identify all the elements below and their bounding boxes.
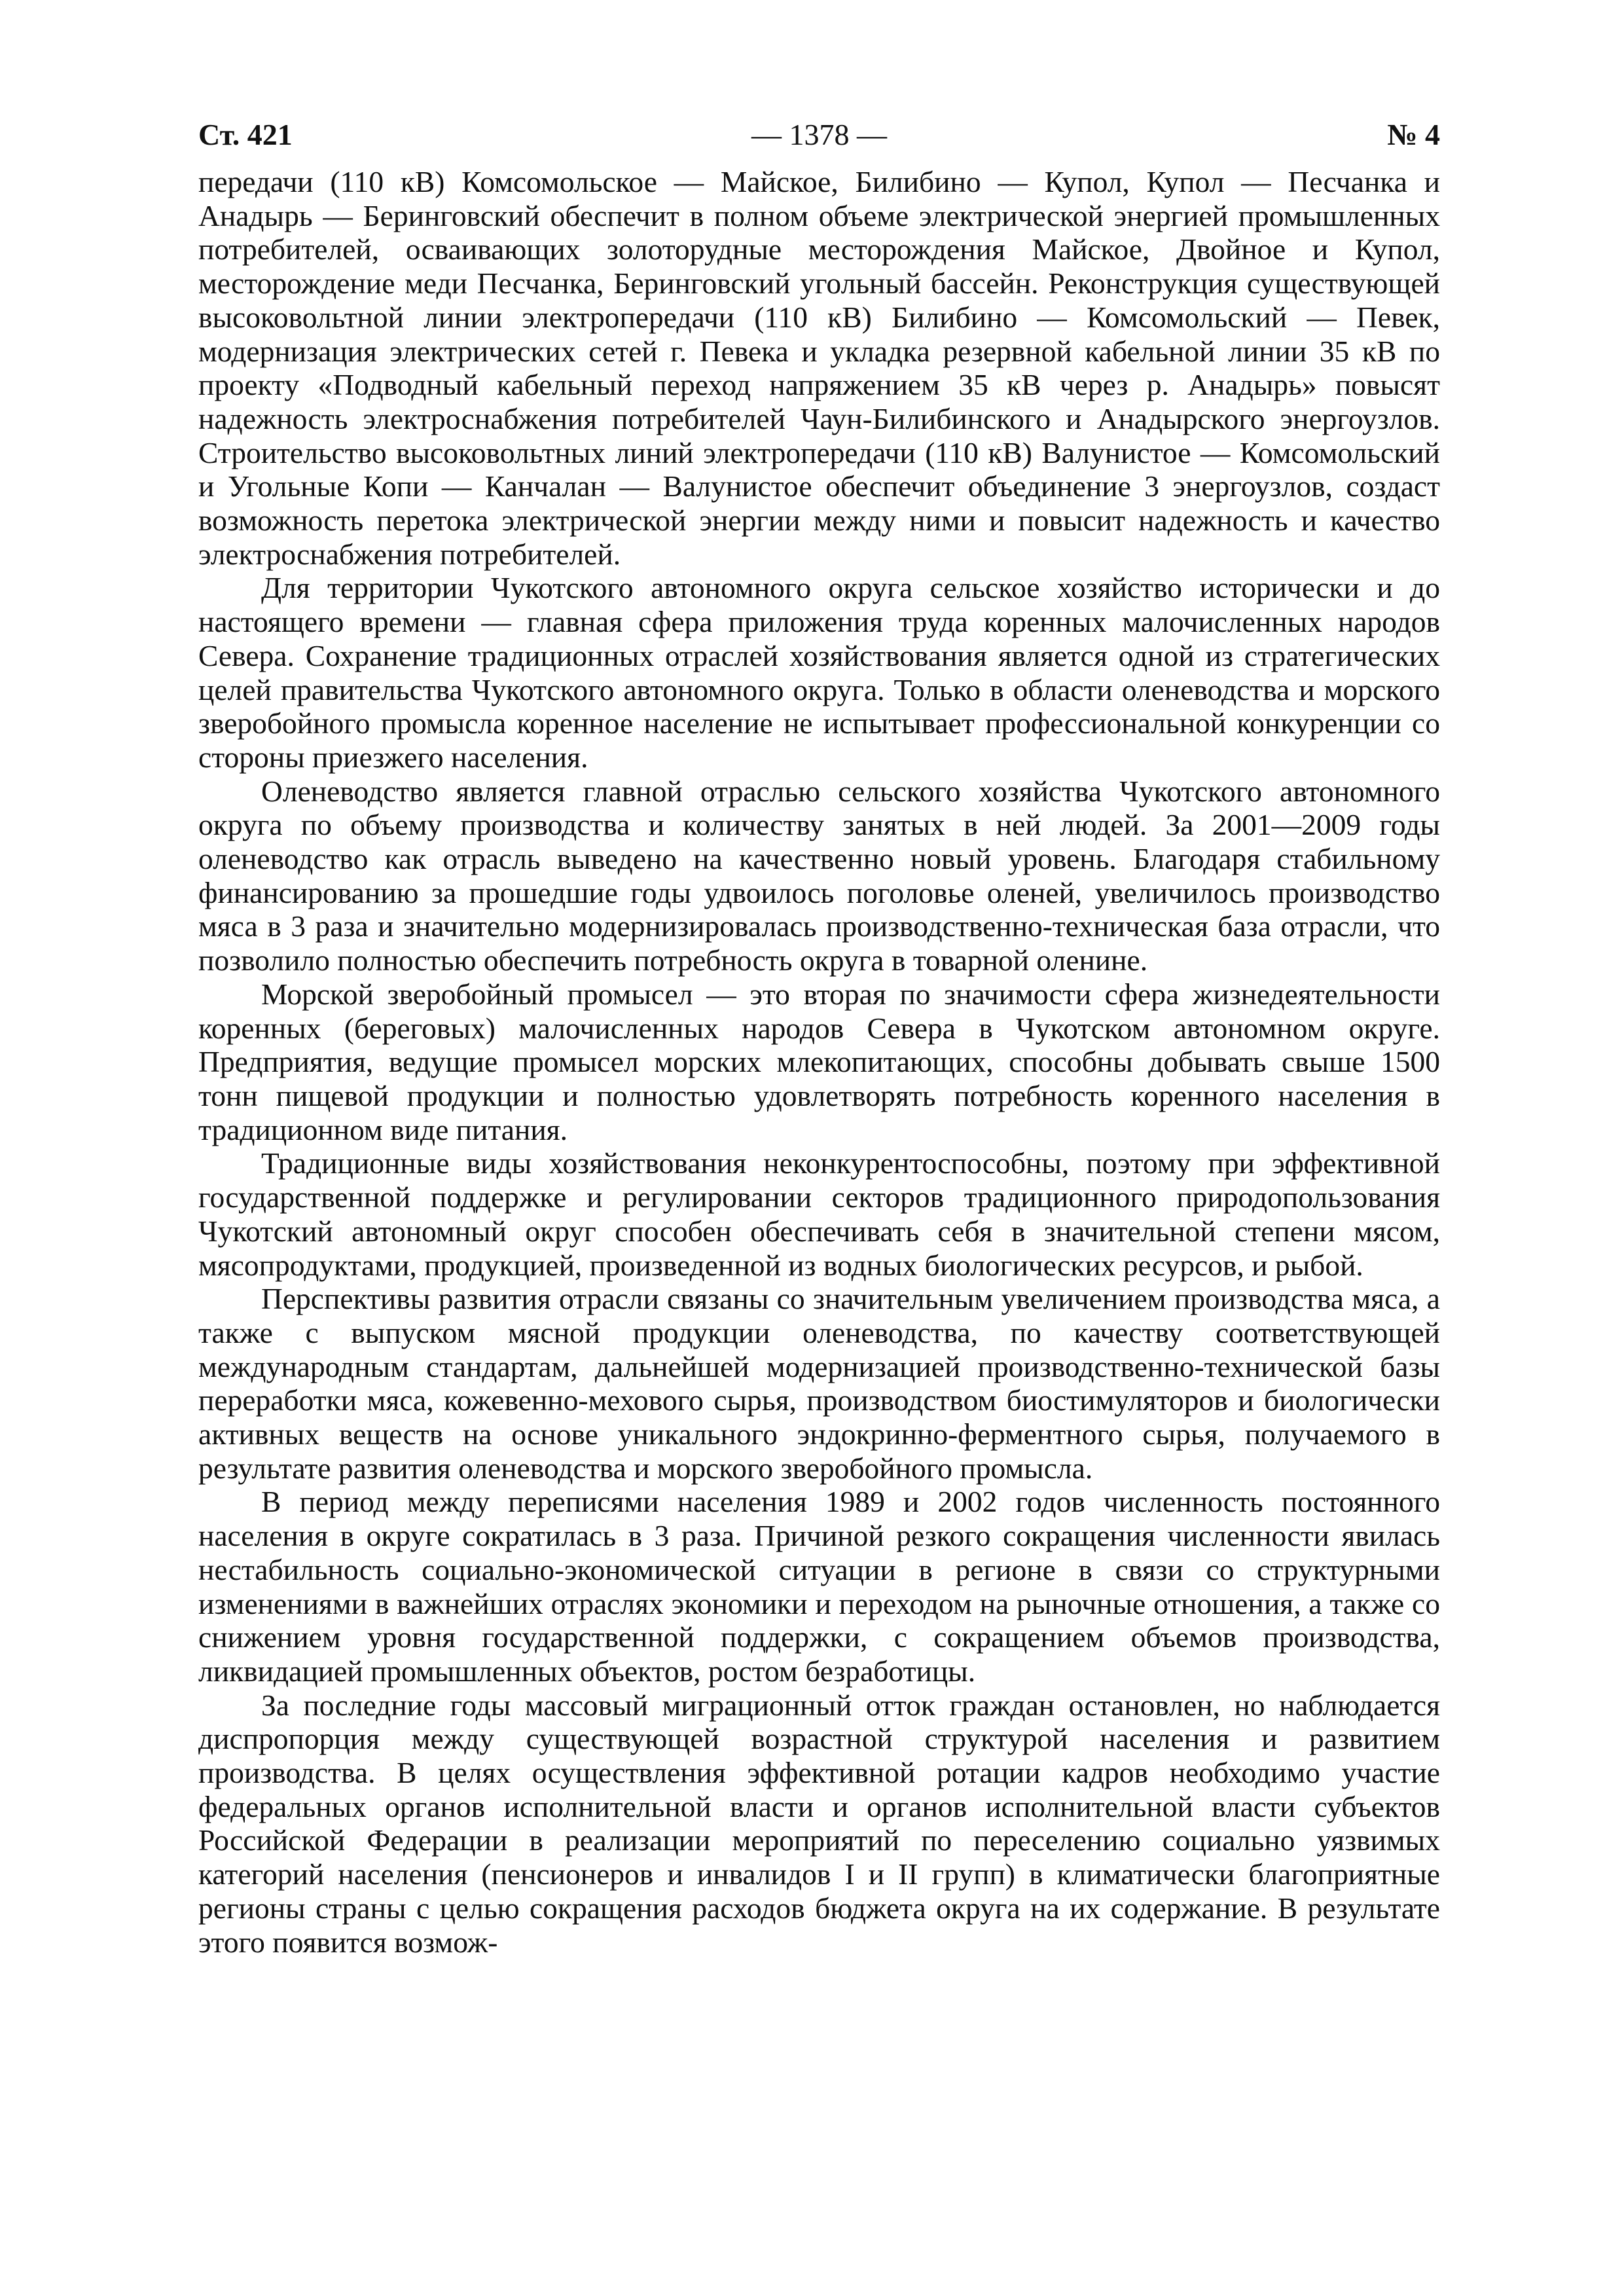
paragraph: Оленеводство является главной отраслью сельского хозяйства Чукотского автономного округа по объему производства и количеству занятых в ней людей. За 2001—2009 годы оленеводство как отрасль выведено на качественно новый уровень. Благодаря стабильному финансированию за прошедшие годы удвоилось поголовье оленей, увеличилось производство мяса в 3 раза и значительно модернизировалась производственно-техническая база отрасли, что позволило полностью обеспечить потребность округа в товарной оленине.	[198, 774, 1440, 977]
paragraph: Морской зверобойный промысел — это вторая по значимости сфера жизнедеятельности коренных (береговых) малочисленных народов Севера в Чукотском автономном округе. Предприятия, ведущие промысел морских млекопитающих, способны добывать свыше 1500 тонн пищевой продукции и полностью удовлетворять потребность коренного населения в традиционном виде питания.	[198, 977, 1440, 1146]
paragraph-continued: передачи (110 кВ) Комсомольское — Майское, Билибино — Купол, Купол — Песчанка и Анадырь — Беринговский обеспечит в полном объеме электрической энергией промышленных потребителей, осваивающих золоторудные месторождения Майское, Двойное и Купол, месторождение меди Песчанка, Беринговский угольный бассейн. Реконструкция существующей высоковольтной линии электропередачи (110 кВ) Билибино — Комсомольский — Певек, модернизация электрических сетей г. Певека и укладка резервной кабельной линии 35 кВ по проекту «Подводный кабельный переход напряжением 35 кВ через р. Анадырь» повысят надежность электроснабжения потребителей Чаун-Билибинского и Анадырского энергоузлов. Строительство высоковольтных линий электропередачи (110 кВ) Валунистое — Комсомольский и Угольные Копи — Канчалан — Валунистое обеспечит объединение 3 энергоузлов, создаст возможность перетока электрической энергии между ними и повысит надежность и качество электроснабжения потребителей.	[198, 165, 1440, 571]
paragraph: Традиционные виды хозяйствования неконкурентоспособны, поэтому при эффективной государственной поддержке и регулировании секторов традиционного природопользования Чукотский автономный округ способен обеспечивать себя в значительной степени мясом, мясопродуктами, продукцией, произведенной из водных биологических ресурсов, и рыбой.	[198, 1146, 1440, 1282]
paragraph: В период между переписями населения 1989 и 2002 годов численность постоянного населения в округе сократилась в 3 раза. Причиной резкого сокращения численности явилась нестабильность социально-экономической ситуации в регионе в связи со структурными изменениями в важнейших отраслях экономики и переходом на рыночные отношения, а также со снижением уровня государственной поддержки, с сокращением объемов производства, ликвидацией промышленных объектов, ростом безработицы.	[198, 1485, 1440, 1688]
document-page	[198, 117, 1440, 1959]
paragraph: Для территории Чукотского автономного округа сельское хозяйство исторически и до настоящего времени — главная сфера приложения труда коренных малочисленных народов Севера. Сохранение традиционных отраслей хозяйствования является одной из стратегических целей правительства Чукотского автономного округа. Только в области оленеводства и морского зверобойного промысла коренное население не испытывает профессиональной конкуренции со стороны приезжего населения.	[198, 571, 1440, 774]
issue-number: № 4	[1387, 118, 1440, 151]
paragraph: Перспективы развития отрасли связаны со значительным увеличением производства мяса, а также с выпуском мясной продукции оленеводства, по качеству соответствующей международным стандартам, дальнейшей модернизацией производственно-технической базы переработки мяса, кожевенно-мехового сырья, производством биостимуляторов и биологически активных веществ на основе уникального эндокринно-ферментного сырья, получаемого в результате развития оленеводства и морского зверобойного промысла.	[198, 1282, 1440, 1485]
page-number: — 1378 —	[751, 118, 887, 151]
document-body	[198, 165, 1440, 1959]
page-reference: Ст. 421	[198, 118, 293, 151]
page-header	[198, 117, 1440, 162]
paragraph: За последние годы массовый миграционный отток граждан остановлен, но наблюдается диспропорция между существующей возрастной структурой населения и развитием производства. В целях осуществления эффективной ротации кадров необходимо участие федеральных органов исполнительной власти и органов исполнительной власти субъектов Российской Федерации в реализации мероприятий по переселению социально уязвимых категорий населения (пенсионеров и инвалидов I и II групп) в климатически благоприятные регионы страны с целью сокращения расходов бюджета округа на их содержание. В результате этого появится возмож-	[198, 1688, 1440, 1959]
